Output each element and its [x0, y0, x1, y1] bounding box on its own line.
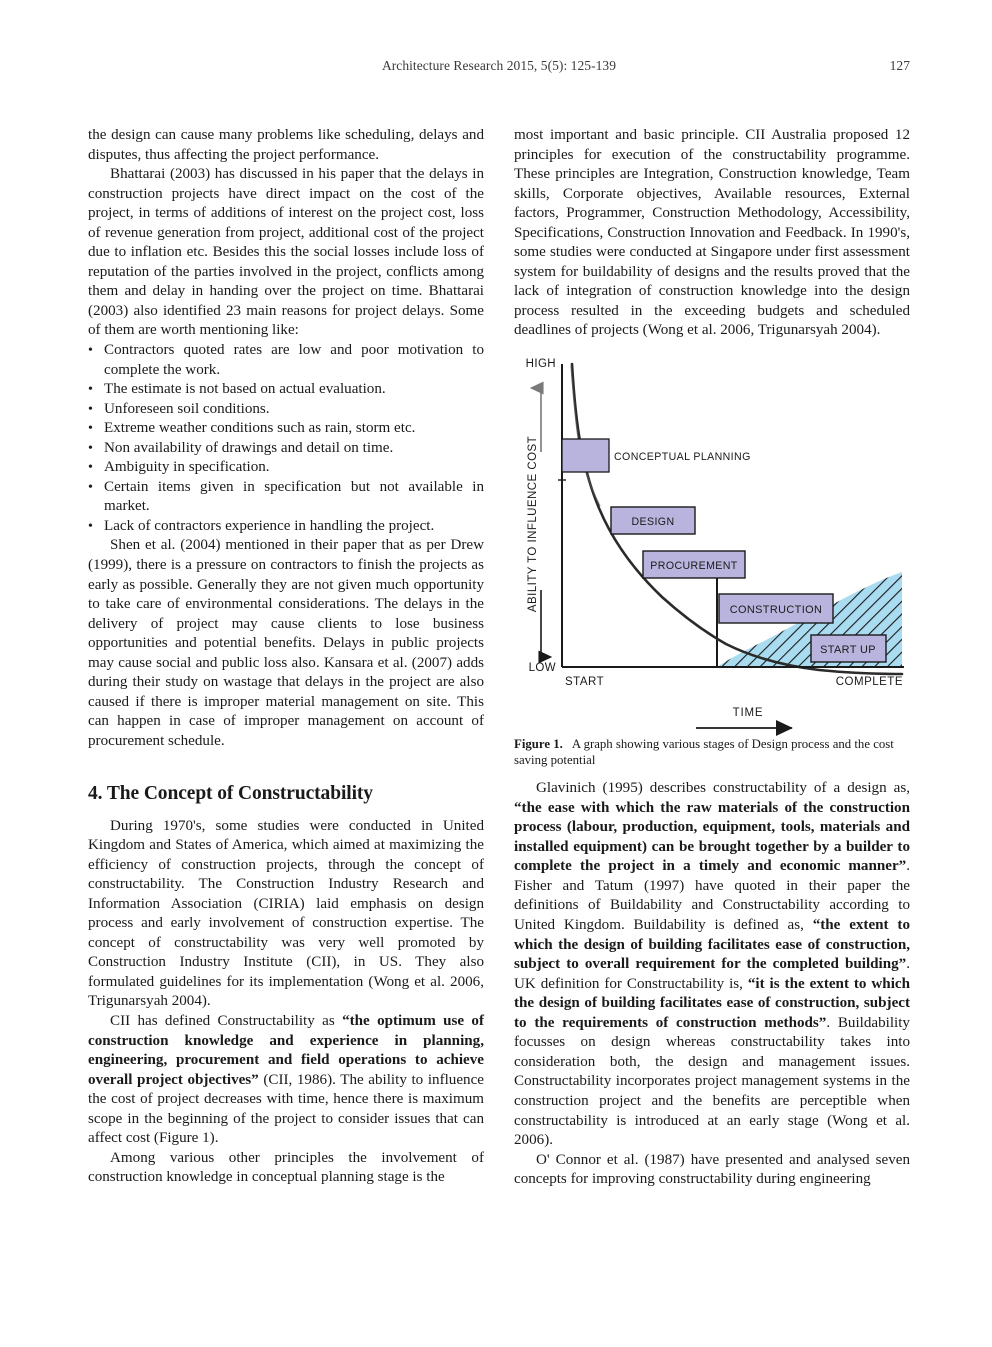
- curve-sketch-highlight: [571, 366, 600, 506]
- paragraph-oconnor: O' Connor et al. (1987) have presented and analysed seven concepts for improving constructability during engineering: [514, 1151, 910, 1188]
- text-mid-2: . UK definition for Constructability is,: [514, 956, 910, 992]
- paragraph-glavinich: [514, 779, 910, 1150]
- figure-label: Figure 1.: [514, 737, 563, 752]
- figure-1-canvas: [514, 352, 910, 737]
- list-item: • Certain items given in specification but not available in market.: [88, 478, 484, 517]
- paragraph-during-1970s: During 1970's, some studies were conducted in United Kingdom and States of America, which aimed at maximizing the efficiency of construction projects, through the concept of constructability. The Construction Industry Research and Information Association (CIRIA) laid emphasis on design process and early involvement of construction expertise. The concept of constructability was very well promoted by Construction Industry Institute (CII), in US. They also formulated guidelines for its implementation (Wong et al. 2006, Trigunarsyah 2004).: [88, 817, 484, 1010]
- list-item: • Extreme weather conditions such as rain, storm etc.: [88, 419, 484, 439]
- text-pre: Glavinich (1995) describes constructability of a design as,: [536, 780, 910, 797]
- paragraph-among-various: Among various other principles the involvement of construction knowledge in conceptual planning stage is the: [88, 1149, 484, 1186]
- quote-bold-1: “the ease with which the raw materials of the construction process (labour, production, equipment, tools, materials and installed equipment) can be brought together by a builder to complete the project in a timely and economic manner”: [514, 799, 910, 875]
- spacer: [514, 341, 910, 352]
- quote-bold: “the optimum use of construction knowledge and experience in planning, engineering, procurement and field operations to achieve overall project objectives”: [88, 1012, 485, 1088]
- left-column: [88, 126, 484, 1188]
- running-head: [88, 58, 910, 78]
- paragraph-continuation: the design can cause many problems like scheduling, delays and disputes, thus affecting the project performance.: [88, 127, 484, 163]
- list-item: • Non availability of drawings and detail on time.: [88, 439, 484, 459]
- stage-box-conceptual-planning: [562, 439, 609, 472]
- x-axis-start-label: START: [565, 676, 605, 689]
- spacer: [88, 806, 484, 817]
- list-item: • Contractors quoted rates are low and poor motivation to complete the work.: [88, 341, 484, 380]
- cost-influence-graph: [514, 352, 910, 737]
- right-column: [514, 126, 910, 1190]
- text-post: . Buildability focusses on design whereas constructability takes into consideration both, the design and management issues. Constructability incorporates project management systems in the construction project and the benefits are perceptible when constructability is introduced at an early stage (Wong et al. 2006).: [514, 1014, 910, 1149]
- figure-1-caption: [514, 737, 910, 768]
- x-axis-end-label: COMPLETE: [835, 676, 903, 689]
- stage-label-start-up: START UP: [820, 644, 876, 657]
- y-axis-title: ABILITY TO INFLUENCE COST: [527, 435, 539, 613]
- quote-bold-3: “it is the extent to which the design of building facilitates ease of construction, subject to the requirements of construction methods”: [514, 975, 910, 1031]
- journal-reference: Architecture Research 2015, 5(5): 125-139: [381, 58, 617, 73]
- y-axis-top-label: HIGH: [525, 358, 556, 371]
- text-mid-1: . Fisher and Tatum (1997) have quoted in their paper the definitions of Buildability and Constructability according to United Kingdom. Buildability is defined as,: [514, 858, 910, 934]
- stage-label-construction: CONSTRUCTION: [729, 604, 823, 617]
- spacer: [88, 752, 484, 782]
- quote-bold-2: “the extent to which the design of building facilitates ease of construction, subject to overall requirement for the completed building”: [514, 917, 910, 973]
- stage-label-design: DESIGN: [631, 516, 675, 529]
- list-item: • Ambiguity in specification.: [88, 458, 484, 478]
- spacer: [514, 768, 910, 779]
- list-item: • Lack of contractors experience in handling the project.: [88, 517, 484, 537]
- list-item: • The estimate is not based on actual evaluation.: [88, 380, 484, 400]
- paragraph-cii-definition: [88, 1012, 484, 1149]
- x-axis-title: TIME: [732, 707, 764, 720]
- page-number: 127: [889, 58, 910, 73]
- figure-1: [514, 352, 910, 768]
- figure-caption-text: A graph showing various stages of Design process and the cost saving potential: [514, 737, 894, 767]
- stage-label-conceptual-planning: CONCEPTUAL PLANNING: [614, 451, 751, 464]
- list-item: • Unforeseen soil conditions.: [88, 400, 484, 420]
- delay-reasons-list: [88, 341, 484, 536]
- paragraph-bhattarai: Bhattarai (2003) has discussed in his paper that the delays in construction projects have direct impact on the cost of the project, in terms of additions of interest on the project cost, loss of revenue generation from project, additional cost of the project due to inflation etc. Besides this the social losses include loss of reputation of the parties involved in the project, conflicts among them and delay in handing over the project on time. Bhattarai (2003) also identified 23 main reasons for project delays. Some of them are worth mentioning like:: [88, 166, 484, 339]
- stage-label-procurement: PROCUREMENT: [650, 560, 738, 573]
- y-axis-bottom-label: LOW: [528, 662, 556, 675]
- text-post: (CII, 1986). The ability to influence the cost of project decreases with time, hence there is maximum scope in the beginning of the project to consider issues that can affect cost (Figure 1).: [88, 1071, 484, 1147]
- text-pre: CII has defined Constructability as: [110, 1012, 343, 1029]
- section-heading-4: 4. The Concept of Constructability: [88, 782, 373, 804]
- paragraph-shen: Shen et al. (2004) mentioned in their paper that as per Drew (1999), there is a pressure on contractors to finish the projects as early as possible. Generally they are not given much opportunity to take care of environmental considerations. The delays in the delivery of project may cause clients to lose business opportunities and potential benefits. Delays in public projects may cause social and public loss also. Kansara et al. (2007) adds during their study on wastage that delays in the project are also caused if there is improper material management on site. This can happen in case of improper management on account of procurement schedule.: [88, 537, 484, 749]
- paragraph-cii-australia: most important and basic principle. CII Australia proposed 12 principles for execution of the constructability programme. These principles are Integration, Construction knowledge, Team skills, Corporate objectives, Available resources, External factors, Programmer, Construction Methodology, Accessibility, Specifications, Construction Innovation and Feedback. In 1990's, some studies were conducted at Singapore under first assessment system for buildability of designs and the results proved that the lack of integration of construction knowledge into the design process resulted in the exceeding budgets and scheduled deadlines of projects (Wong et al. 2006, Trigunarsyah 2004).: [514, 127, 910, 339]
